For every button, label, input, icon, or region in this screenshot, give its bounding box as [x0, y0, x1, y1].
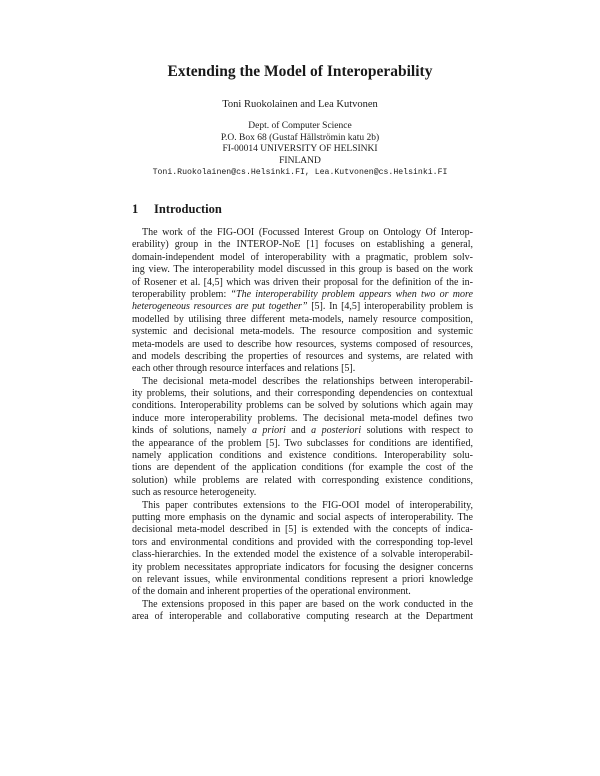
text-line: of Rosener et al. [4,5] which was driven their proposal for the definition of the in-: [132, 276, 473, 288]
italic-term: a posteriori: [311, 425, 362, 437]
text-line: on relevant issues, while environmental conditions represent a priori knowledge: [132, 573, 473, 585]
text-line: ing view. The interoperability model discussed in this group is based on the work: [132, 264, 473, 276]
text-line: systemic and decisional meta-models. The resource composition and systemic: [132, 326, 473, 338]
italic-quote: “The interoperability problem appears when two or more: [230, 288, 473, 300]
section-number: 1: [132, 202, 139, 216]
text-segment: teroperability problem:: [132, 288, 231, 300]
text-line: meta-models are used to describe how resources, systems composed of resources,: [132, 338, 473, 350]
text-segment: and: [285, 425, 312, 437]
text-line: conditions. Interoperability problems can be solved by solutions which again may: [132, 400, 473, 412]
section-body: [132, 227, 473, 624]
text-line: [132, 289, 473, 301]
text-line: and models describing the properties of resources and systems, are related with: [132, 350, 473, 362]
text-line: such as resource heterogeneity.: [132, 487, 257, 499]
text-line: each other through resource interfaces and relations [5].: [132, 363, 356, 375]
paper-title: Extending the Model of Interoperability: [167, 63, 433, 80]
paper-authors: Toni Ruokolainen and Lea Kutvonen: [222, 99, 378, 110]
affiliation-country: FINLAND: [279, 155, 321, 166]
text-segment: solutions with respect to: [361, 425, 473, 437]
text-segment: [5]. In [4,5] interoperability problem is: [307, 301, 473, 313]
text-line: ity problem necessitates appropriate indicators for focusing the designer concerns: [132, 561, 473, 573]
text-line: the appearance of the problem [5]. Two subclasses for conditions are identified,: [132, 437, 473, 449]
affiliation-university: FI-00014 UNIVERSITY OF HELSINKI: [222, 144, 378, 154]
text-line: tors and environmental conditions and provided with the corresponding top-level: [132, 536, 473, 548]
text-line: of the domain and inherent properties of the operational environment.: [132, 586, 411, 598]
affiliation-block: [0, 121, 600, 179]
text-line: [132, 425, 473, 437]
text-line: ity problems, their solutions, and their corresponding dependencies on contextual: [132, 388, 473, 400]
text-line: domain-independent model of interoperability with a pragmatic, problem solv-: [132, 251, 473, 263]
text-segment: kinds of solutions, namely: [132, 425, 252, 437]
text-line: induce more interoperability problems. The decisional meta-model defines two: [132, 412, 473, 424]
italic-quote: heterogeneous resources are put together”: [132, 301, 308, 313]
text-line: decisional meta-model described in [5] is extended with the concepts of indica-: [132, 524, 473, 536]
text-line: The extensions proposed in this paper are based on the work conducted in the: [142, 598, 473, 610]
text-line: namely application conditions and existence conditions. Interoperability solu-: [132, 450, 473, 462]
text-line: The decisional meta-model describes the relationships between interoperabil-: [142, 375, 473, 387]
affiliation-address: P.O. Box 68 (Gustaf Hällströmin katu 2b): [220, 132, 380, 143]
text-line: The work of the FIG-OOI (Focussed Interest Group on Ontology Of Interop-: [142, 227, 473, 238]
text-line: tions are dependent of the application conditions (for example the cost of the: [132, 462, 473, 474]
text-line: putting more emphasis on the dynamic and social aspects of interoperability. The: [132, 511, 473, 523]
text-line: This paper contributes extensions to the FIG-OOI model of interoperability,: [142, 499, 473, 511]
italic-term: a priori: [251, 425, 286, 437]
text-line: area of interoperable and collaborative computing research at the Department: [132, 611, 473, 623]
section-title: Introduction: [154, 202, 222, 216]
text-line: [132, 301, 473, 313]
text-line: erability) group in the INTEROP-NoE [1] focuses on establishing a general,: [132, 239, 473, 251]
author-emails: Toni.Ruokolainen@cs.Helsinki.FI, Lea.Kutvonen@cs.Helsinki.FI: [152, 168, 448, 177]
text-line: solution) while problems are related with corresponding existence conditions,: [132, 474, 473, 486]
text-line: class-hierarchies. In the extended model the existence of a solvable interoperabil-: [132, 549, 473, 561]
affiliation-department: Dept. of Computer Science: [248, 121, 352, 131]
text-line: modelled by utilising three different meta-models, namely resource composition,: [132, 313, 473, 325]
section-heading: [132, 202, 222, 217]
